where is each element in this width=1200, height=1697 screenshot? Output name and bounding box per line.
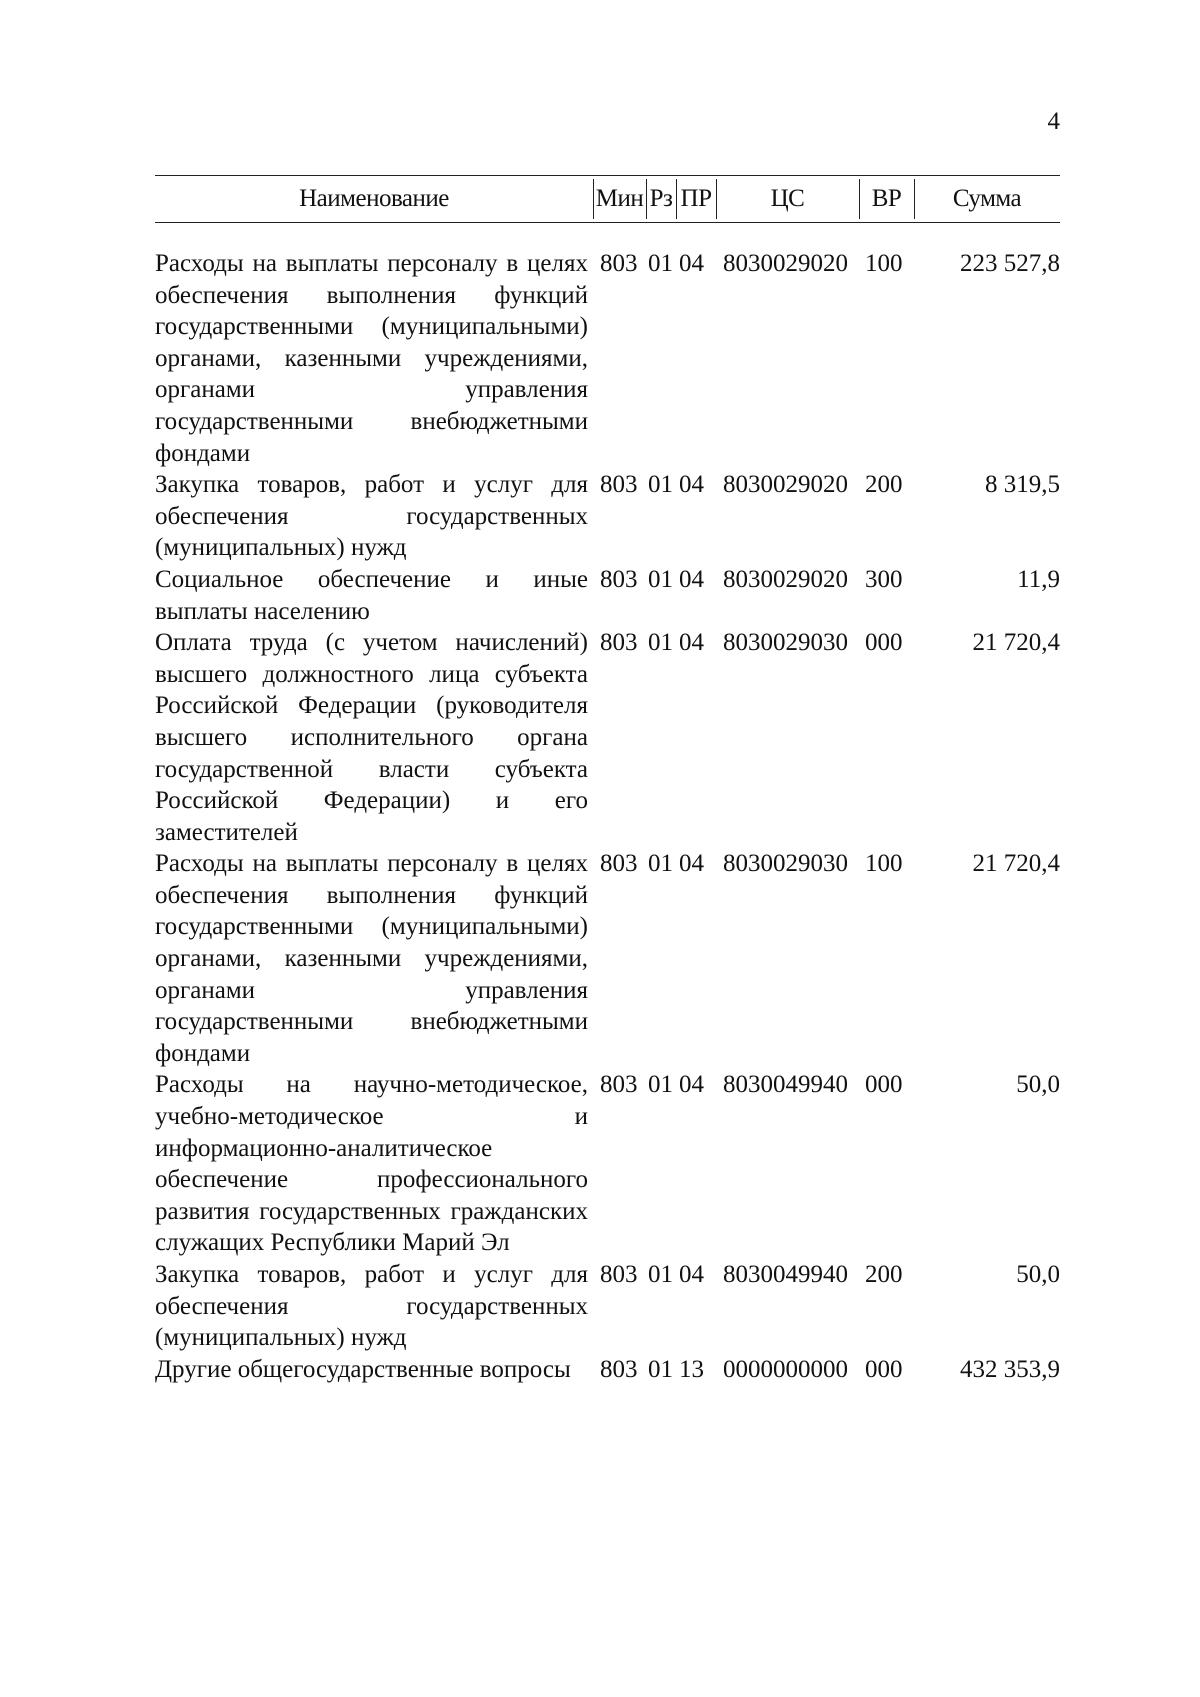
row-name: Расходы на выплаты персоналу в целях обеспечения выполнения функций государственными (муниципальными) органами, казенными учреждениями, органами управления государственными внебюджетными фондами: [155, 250, 588, 467]
row-sum: 8 319,5: [985, 471, 1060, 499]
table-row: [155, 248, 1060, 469]
row-name: Расходы на выплаты персоналу в целях обеспечения выполнения функций государственными (муниципальными) органами, казенными учреждениями, органами управления государственными внебюджетными фондами: [155, 850, 588, 1067]
table-row: [155, 627, 1060, 848]
row-rz: 01: [648, 1355, 673, 1383]
row-rz: 01: [648, 850, 673, 878]
header-sum: Сумма: [952, 185, 1022, 212]
row-pr: 04: [679, 1071, 704, 1099]
header-vr: ВР: [871, 185, 902, 212]
row-rz: 01: [648, 565, 673, 593]
row-rz: 01: [648, 250, 673, 277]
table-row: [155, 848, 1060, 1069]
row-name: Оплата труда (с учетом начислений) высшего должностного лица субъекта Российской Федерации (руководителя высшего исполнительного органа государственной власти субъекта Российской Федерации) и его заместителей: [155, 629, 588, 846]
row-cs: 8030029020: [723, 471, 848, 499]
row-name: Социальное обеспечение и иные выплаты населению: [155, 565, 588, 625]
row-pr: 04: [679, 250, 704, 277]
row-pr: 13: [679, 1355, 704, 1383]
table-row: [155, 1069, 1060, 1259]
row-min: 803: [600, 250, 638, 277]
row-sum: 21 720,4: [972, 850, 1060, 878]
row-sum: 223 527,8: [960, 250, 1060, 277]
row-min: 803: [600, 850, 638, 878]
row-pr: 04: [679, 850, 704, 878]
row-pr: 04: [679, 471, 704, 499]
row-sum: 50,0: [1016, 1071, 1060, 1099]
header-cs: ЦС: [770, 185, 805, 212]
row-vr: 000: [865, 629, 903, 657]
row-sum: 432 353,9: [960, 1355, 1060, 1383]
row-min: 803: [600, 1071, 638, 1099]
row-vr: 000: [865, 1071, 903, 1099]
row-vr: 000: [865, 1355, 903, 1383]
row-name: Закупка товаров, работ и услуг для обеспечения государственных (муниципальных) нужд: [155, 1261, 588, 1352]
table-row: [155, 469, 1060, 564]
row-vr: 300: [865, 565, 903, 593]
row-min: 803: [600, 1261, 638, 1288]
row-cs: 8030029020: [723, 250, 848, 277]
row-vr: 200: [865, 471, 903, 499]
row-cs: 8030029030: [723, 629, 848, 657]
row-name: Расходы на научно-методическое, учебно-методическое и информационно-аналитическое обеспечение профессионального развития государственных гражданских служащих Республики Марий Эл: [155, 1071, 588, 1257]
row-pr: 04: [679, 565, 704, 593]
row-rz: 01: [648, 629, 673, 657]
table-body: [155, 248, 1060, 1385]
row-cs: 0000000000: [723, 1355, 848, 1383]
row-pr: 04: [679, 1261, 704, 1288]
table-row: [155, 564, 1060, 627]
header-min: Мин: [595, 185, 644, 212]
table-row: [155, 1354, 1060, 1386]
header-rz: Рз: [649, 185, 673, 212]
row-name: Другие общегосударственные вопросы: [155, 1355, 571, 1383]
row-sum: 11,9: [1017, 565, 1060, 593]
row-cs: 8030049940: [723, 1261, 848, 1288]
header-name: Наименование: [299, 185, 449, 212]
table-row: [155, 1259, 1060, 1354]
row-min: 803: [600, 565, 638, 593]
row-vr: 100: [865, 850, 903, 878]
row-sum: 50,0: [1016, 1261, 1060, 1288]
row-cs: 8030029020: [723, 565, 848, 593]
row-name: Закупка товаров, работ и услуг для обеспечения государственных (муниципальных) нужд: [155, 471, 588, 562]
row-vr: 100: [865, 250, 903, 277]
row-rz: 01: [648, 471, 673, 499]
row-vr: 200: [865, 1261, 903, 1288]
table-header: [155, 175, 1060, 223]
row-pr: 04: [679, 629, 704, 657]
row-min: 803: [600, 629, 638, 657]
header-pr: ПР: [680, 185, 712, 212]
row-sum: 21 720,4: [972, 629, 1060, 657]
row-min: 803: [600, 1355, 638, 1383]
page-number: 4: [1047, 108, 1060, 135]
row-rz: 01: [648, 1261, 673, 1288]
row-min: 803: [600, 471, 638, 499]
row-cs: 8030029030: [723, 850, 848, 878]
row-rz: 01: [648, 1071, 673, 1099]
row-cs: 8030049940: [723, 1071, 848, 1099]
